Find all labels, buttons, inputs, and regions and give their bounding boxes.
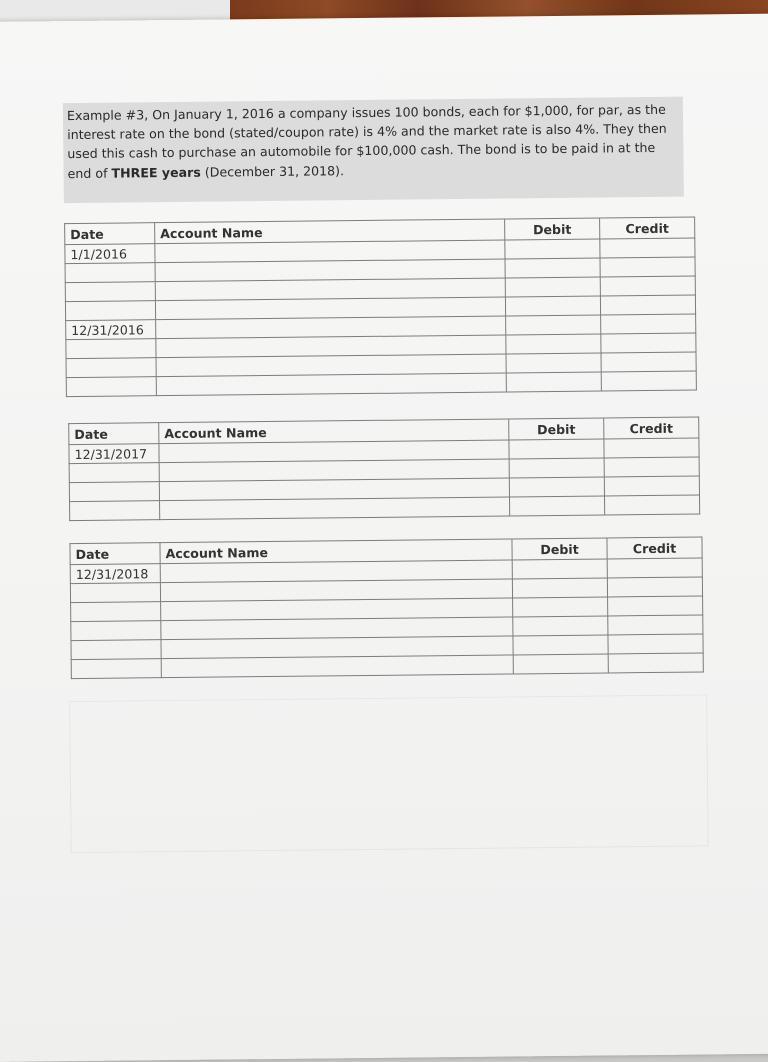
credit-cell[interactable] bbox=[600, 238, 695, 258]
debit-cell[interactable] bbox=[513, 635, 608, 655]
debit-cell[interactable] bbox=[512, 559, 607, 579]
journal-table-2018 bbox=[69, 536, 703, 679]
prompt-line-3: used this cash to purchase an automobile for $100,000 cash. The bond is to be paid in at the bbox=[67, 140, 656, 162]
credit-cell[interactable] bbox=[608, 615, 703, 635]
date-cell bbox=[65, 263, 155, 283]
credit-cell[interactable] bbox=[604, 495, 699, 515]
credit-header: Credit bbox=[607, 537, 702, 559]
date-cell bbox=[69, 482, 159, 502]
account-cell[interactable] bbox=[160, 497, 510, 520]
account-cell[interactable] bbox=[161, 655, 513, 678]
credit-cell[interactable] bbox=[600, 257, 695, 277]
journal-table-2016 bbox=[64, 217, 697, 398]
debit-header: Debit bbox=[512, 538, 607, 560]
credit-header: Credit bbox=[600, 217, 695, 239]
credit-cell[interactable] bbox=[601, 314, 696, 334]
credit-cell[interactable] bbox=[601, 333, 696, 353]
date-cell: 12/31/2018 bbox=[70, 564, 160, 584]
debit-cell[interactable] bbox=[506, 334, 601, 354]
credit-cell[interactable] bbox=[607, 577, 702, 597]
debit-cell[interactable] bbox=[505, 296, 600, 316]
prompt-line-1: Example #3, On January 1, 2016 a company issues 100 bonds, each for $1,000, for par, as the bbox=[66, 101, 666, 124]
account-cell[interactable] bbox=[156, 373, 506, 396]
debit-cell[interactable] bbox=[505, 277, 600, 297]
debit-cell[interactable] bbox=[506, 372, 601, 392]
debit-cell[interactable] bbox=[513, 616, 608, 636]
date-cell bbox=[71, 621, 161, 641]
credit-cell[interactable] bbox=[604, 476, 699, 496]
problem-statement bbox=[63, 97, 684, 203]
worksheet-page bbox=[0, 13, 768, 1062]
credit-cell[interactable] bbox=[600, 295, 695, 315]
debit-cell[interactable] bbox=[510, 496, 605, 516]
credit-cell[interactable] bbox=[608, 653, 703, 673]
date-cell bbox=[71, 640, 161, 660]
debit-cell[interactable] bbox=[505, 239, 600, 259]
credit-cell[interactable] bbox=[608, 596, 703, 616]
debit-cell[interactable] bbox=[512, 578, 607, 598]
date-cell: 1/1/2016 bbox=[65, 244, 155, 264]
date-cell bbox=[70, 583, 160, 603]
prompt-line-4: end of THREE years (December 31, 2018). bbox=[67, 162, 345, 181]
account-name-header: Account Name bbox=[160, 539, 512, 564]
date-cell bbox=[70, 501, 160, 521]
credit-cell[interactable] bbox=[604, 438, 699, 458]
debit-cell[interactable] bbox=[509, 458, 604, 478]
date-header: Date bbox=[65, 223, 155, 245]
debit-cell[interactable] bbox=[513, 597, 608, 617]
date-header: Date bbox=[69, 423, 159, 445]
date-cell: 12/31/2017 bbox=[69, 444, 159, 464]
date-header: Date bbox=[70, 543, 160, 565]
debit-cell[interactable] bbox=[509, 439, 604, 459]
debit-cell[interactable] bbox=[505, 258, 600, 278]
account-name-header: Account Name bbox=[155, 219, 505, 244]
date-cell bbox=[66, 377, 156, 397]
credit-cell[interactable] bbox=[608, 634, 703, 654]
date-cell bbox=[66, 339, 156, 359]
debit-header: Debit bbox=[505, 218, 600, 240]
debit-cell[interactable] bbox=[509, 477, 604, 497]
debit-header: Debit bbox=[509, 418, 604, 440]
credit-cell[interactable] bbox=[601, 352, 696, 372]
debit-cell[interactable] bbox=[506, 315, 601, 335]
credit-header: Credit bbox=[604, 417, 699, 439]
journal-table-2017 bbox=[68, 416, 700, 521]
credit-cell[interactable] bbox=[600, 276, 695, 296]
credit-cell[interactable] bbox=[604, 457, 699, 477]
date-cell bbox=[71, 659, 161, 679]
date-cell bbox=[65, 301, 155, 321]
debit-cell[interactable] bbox=[506, 353, 601, 373]
date-cell bbox=[65, 282, 155, 302]
show-through-table bbox=[69, 694, 709, 853]
prompt-line-2: interest rate on the bond (stated/coupon rate) is 4% and the market rate is also 4%. They then bbox=[67, 121, 667, 143]
date-cell bbox=[69, 463, 159, 483]
account-name-header: Account Name bbox=[159, 419, 509, 444]
date-cell bbox=[71, 602, 161, 622]
credit-cell[interactable] bbox=[601, 371, 696, 391]
date-cell: 12/31/2016 bbox=[66, 320, 156, 340]
date-cell bbox=[66, 358, 156, 378]
debit-cell[interactable] bbox=[513, 654, 608, 674]
credit-cell[interactable] bbox=[607, 558, 702, 578]
